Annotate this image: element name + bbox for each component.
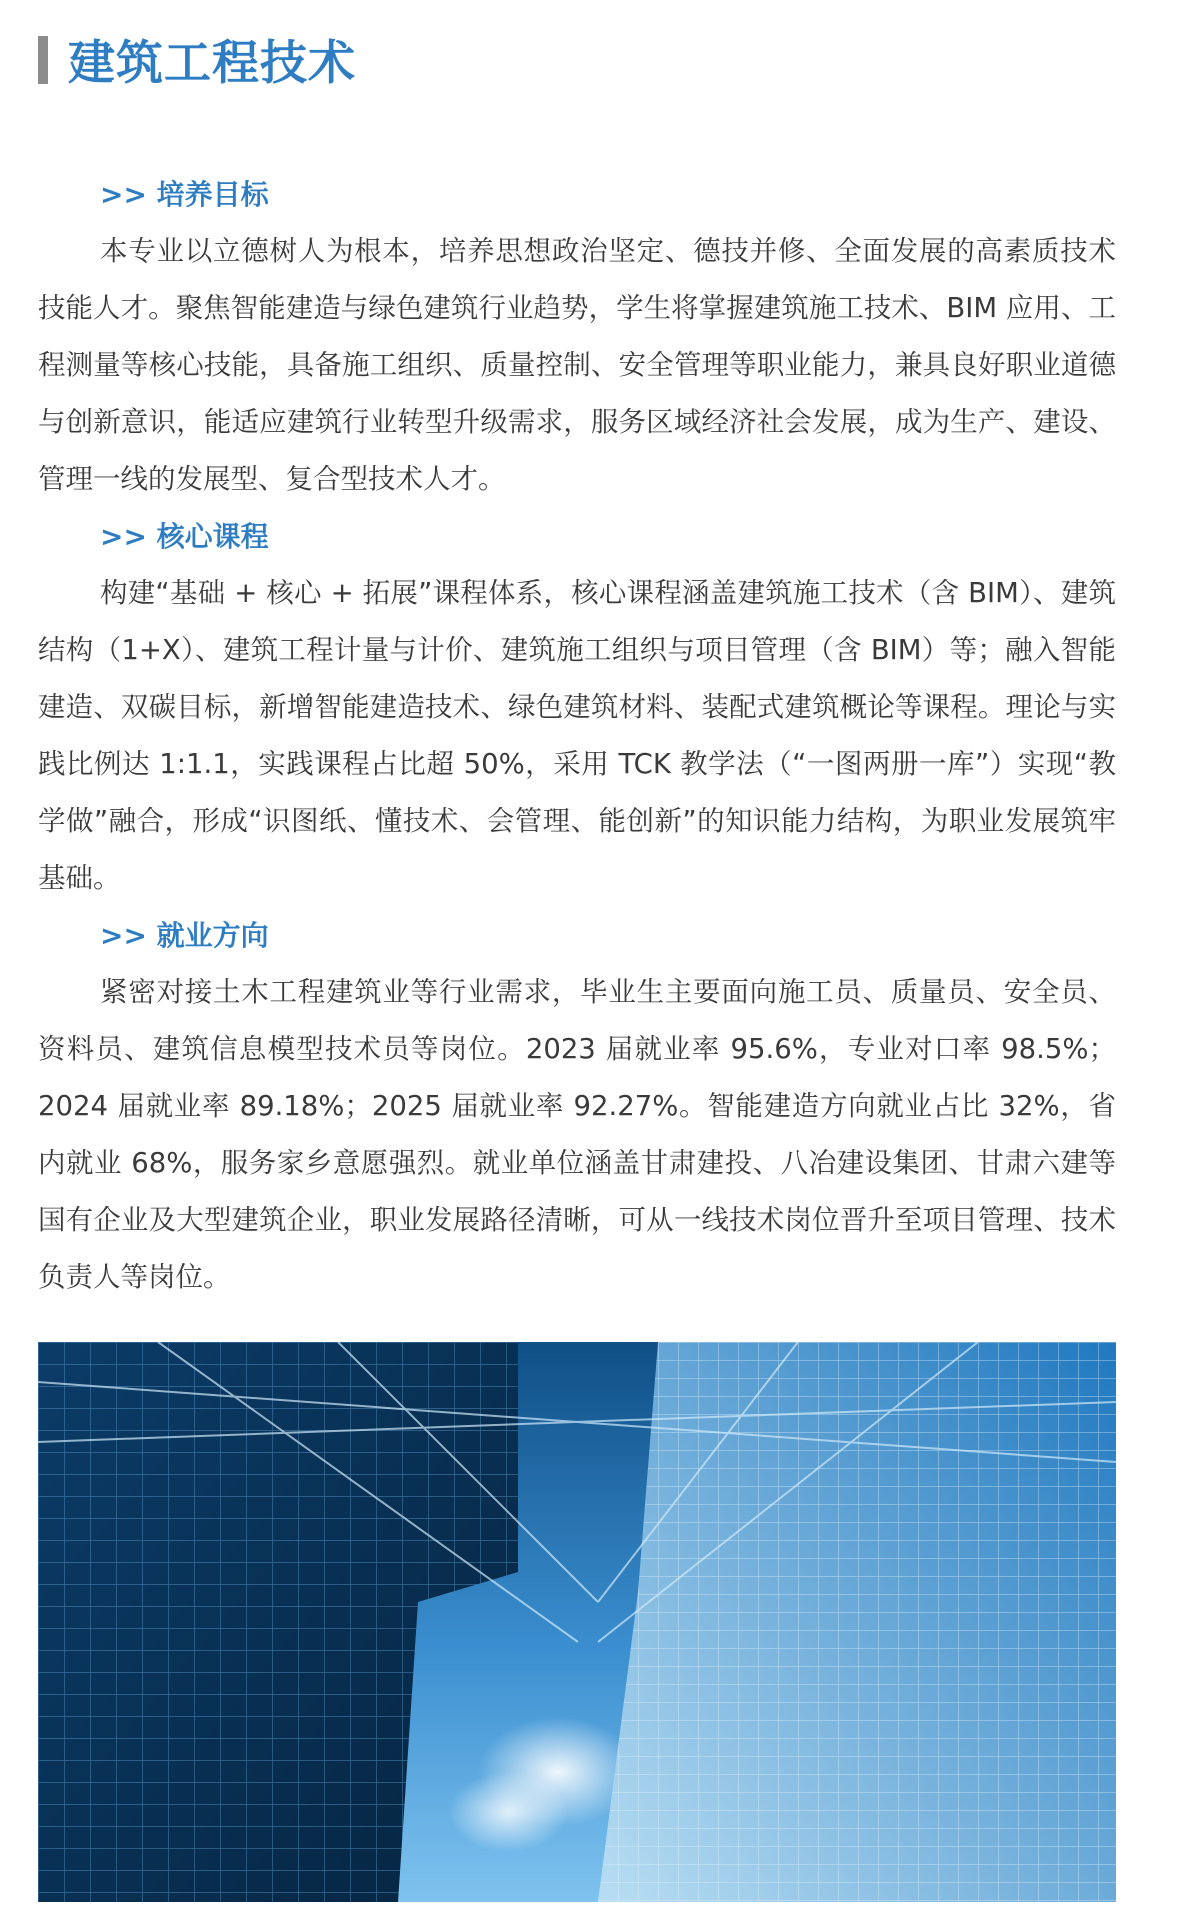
section-core-courses — [38, 508, 1116, 907]
section-paragraph: 构建“基础 + 核心 + 拓展”课程体系，核心课程涵盖建筑施工技术（含 BIM）、建筑结构（1+X）、建筑工程计量与计价、建筑施工组织与项目管理（含 BIM）等；融入智能建造、双碳目标，新增智能建造技术、绿色建筑材料、装配式建筑概论等课程。理论与实践比例达 1:1.1，实践课程占比超 50%，采用 TCK 教学法（“一图两册一库”）实现“教学做”融合，形成“识图纸、懂技术、会管理、能创新”的知识能力结构，为职业发展筑牢基础。 — [38, 577, 1116, 894]
section-heading: >> 核心课程 — [100, 520, 269, 553]
article-body — [38, 166, 1116, 1306]
title-accent-bar — [38, 36, 48, 84]
section-paragraph: 本专业以立德树人为根本，培养思想政治坚定、德技并修、全面发展的高素质技术技能人才。聚焦智能建造与绿色建筑行业趋势，学生将掌握建筑施工技术、BIM 应用、工程测量等核心技能，具备施工组织、质量控制、安全管理等职业能力，兼具良好职业道德与创新意识，能适应建筑行业转型升级需求，服务区域经济社会发展，成为生产、建设、管理一线的发展型、复合型技术人才。 — [38, 235, 1116, 495]
skyscraper-photo — [38, 1342, 1116, 1902]
section-heading: >> 培养目标 — [100, 178, 269, 211]
section-paragraph: 紧密对接土木工程建筑业等行业需求，毕业生主要面向施工员、质量员、安全员、资料员、建筑信息模型技术员等岗位。2023 届就业率 95.6%，专业对口率 98.5%；2024 届就业率 89.18%；2025 届就业率 92.27%。智能建造方向就业占比 32%，省内就业 68%，服务家乡意愿强烈。就业单位涵盖甘肃建投、八冶建设集团、甘肃六建等国有企业及大型建筑企业，职业发展路径清晰，可从一线技术岗位晋升至项目管理、技术负责人等岗位。 — [38, 976, 1116, 1293]
section-heading: >> 就业方向 — [100, 919, 269, 952]
section-training-goals — [38, 166, 1116, 508]
page-title: 建筑工程技术 — [68, 36, 356, 91]
page-header — [38, 26, 356, 93]
section-employment — [38, 907, 1116, 1306]
